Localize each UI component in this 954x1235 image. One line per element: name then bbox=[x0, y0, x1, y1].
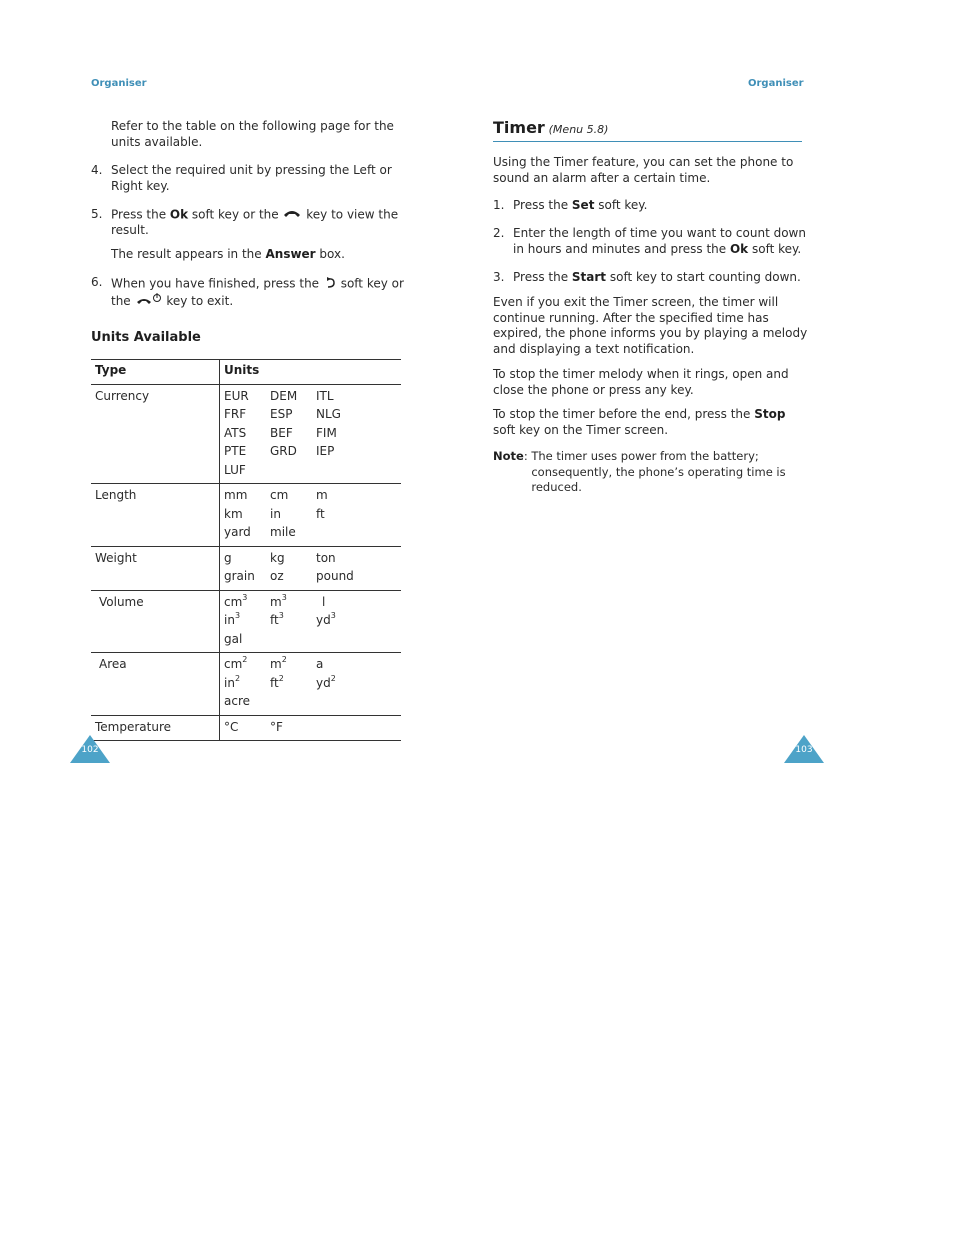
end-key-icon bbox=[135, 293, 163, 310]
timer-para-3: To stop the timer before the end, press the Stop soft key on the Timer screen. bbox=[493, 407, 786, 437]
timer-step-1-number: 1. bbox=[493, 198, 505, 212]
page-number-right: 103 bbox=[784, 735, 824, 763]
note-label: Note bbox=[493, 449, 524, 463]
timer-heading: Timer bbox=[493, 118, 545, 137]
units-cell: $cm^2$ $m^2$ a $in^2$ $ft^2$ $yd^2$ acre bbox=[224, 655, 336, 708]
table-row-weight bbox=[91, 546, 401, 590]
timer-step-2-text: Enter the length of time you want to count down in hours and minutes and press the Ok soft key. bbox=[513, 226, 806, 256]
table-row-length bbox=[91, 484, 401, 547]
timer-note: Note: The timer uses power from the battery; consequently, the phone’s operating time is reduced. bbox=[493, 449, 808, 496]
step-5-text: Press the Ok soft key or the key to view the result. bbox=[111, 207, 399, 237]
table-row-currency bbox=[91, 384, 401, 484]
units-table bbox=[91, 359, 401, 741]
type-cell: Temperature bbox=[91, 715, 220, 741]
table-row-temperature bbox=[91, 715, 401, 741]
result-text: The result appears in the Answer box. bbox=[111, 247, 345, 261]
back-arrow-icon bbox=[323, 275, 337, 293]
step-5-number: 5. bbox=[91, 207, 103, 221]
running-header-left: Organiser bbox=[91, 78, 147, 89]
call-key-icon bbox=[282, 207, 302, 223]
timer-step-3-text: Press the Start soft key to start counting down. bbox=[513, 270, 801, 284]
page-number-left: 102 bbox=[70, 735, 110, 763]
table-row-area bbox=[91, 653, 401, 716]
table-row-volume bbox=[91, 590, 401, 653]
refer-text: Refer to the table on the following page for the units available. bbox=[111, 119, 394, 149]
timer-para-2: To stop the timer melody when it rings, open and close the phone or press any key. bbox=[493, 367, 789, 397]
units-cell: $cm^3$ $m^3$ l $in^3$ $ft^3$ $yd^3$ gal bbox=[224, 592, 336, 646]
type-cell: Currency bbox=[91, 384, 220, 484]
running-header-right: Organiser bbox=[748, 78, 804, 89]
type-cell: Weight bbox=[91, 546, 220, 590]
note-text: The timer uses power from the battery; consequently, the phone’s operating time is reduced. bbox=[531, 449, 786, 494]
timer-step-3-number: 3. bbox=[493, 270, 505, 284]
table-header-row bbox=[91, 360, 401, 385]
timer-intro: Using the Timer feature, you can set the phone to sound an alarm after a certain time. bbox=[493, 155, 794, 185]
type-cell: Length bbox=[91, 484, 220, 547]
timer-title bbox=[493, 118, 802, 142]
timer-step-1-text: Press the Set soft key. bbox=[513, 198, 648, 212]
header-units: Units bbox=[224, 363, 260, 377]
step-4-text: Select the required unit by pressing the Left or Right key. bbox=[111, 163, 392, 193]
header-type: Type bbox=[91, 360, 220, 385]
menu-reference: (Menu 5.8) bbox=[548, 123, 609, 136]
step-6-text: When you have finished, press the soft key or the key to exit. bbox=[111, 276, 404, 308]
timer-para-1: Even if you exit the Timer screen, the timer will continue running. After the specified time has expired, the phone informs you by playing a melody and displaying a text notification. bbox=[493, 295, 808, 356]
timer-step-2-number: 2. bbox=[493, 226, 505, 240]
type-cell: Volume bbox=[91, 590, 220, 653]
step-6-number: 6. bbox=[91, 275, 103, 289]
units-cell: °C °F bbox=[224, 719, 283, 734]
units-cell: EUR DEM ITL FRF ESP NLG ATS BEF FIM PTE GRD IEP LUF bbox=[224, 388, 341, 477]
units-available-heading: Units Available bbox=[91, 330, 201, 345]
step-4-number: 4. bbox=[91, 163, 103, 177]
units-cell: mm cm m km in ft yard mile bbox=[224, 488, 328, 539]
units-cell: g kg ton grain oz pound bbox=[224, 550, 354, 583]
type-cell: Area bbox=[91, 653, 220, 716]
